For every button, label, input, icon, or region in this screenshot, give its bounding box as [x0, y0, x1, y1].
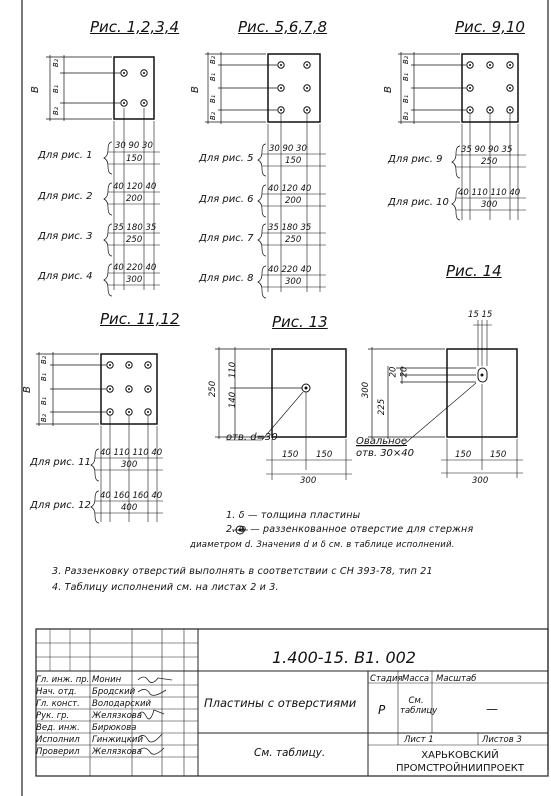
- fig14-dim-225: 225: [377, 398, 388, 416]
- fig14-dim-150-right: 150: [490, 450, 507, 460]
- fig11-12-dim-b1-a: в₁: [39, 372, 50, 382]
- fig14-dim-15-15: 15 15: [468, 310, 493, 320]
- signer-name-5: Бирюкова: [92, 723, 137, 733]
- fig1-row1-parts: 30 90 30: [115, 141, 153, 151]
- fig11-12-dim-b2-bottom: в₂: [39, 413, 50, 423]
- fig9-10-dim-b: В: [382, 86, 394, 93]
- fig5-row4-parts: 40 220 40: [268, 265, 312, 275]
- fig14-dim-20-a: 20: [388, 366, 399, 378]
- scale-header: Масштаб: [436, 674, 477, 684]
- fig9-10-dim-b2-bottom: в₂: [401, 111, 412, 121]
- fig5-row4-total: 300: [285, 277, 302, 287]
- mass-value: См. таблицу: [400, 696, 438, 716]
- fig5-row3-parts: 35 180 35: [268, 223, 312, 233]
- fig1-row3-parts: 35 180 35: [113, 223, 157, 233]
- fig5-row2-parts: 40 120 40: [268, 184, 312, 194]
- fig1-row4-parts: 40 220 40: [113, 263, 157, 273]
- fig9-10-dim-b2-top: в₂: [401, 55, 412, 65]
- fig13-dim-140: 140: [228, 391, 239, 409]
- note-3: 3. Раззенковку отверстий выполнять в соответствии с СН 393-78, тип 21: [52, 566, 433, 577]
- fig5-8-dim-b1-a: в₁: [208, 72, 219, 82]
- fig12-row2-parts: 40 160 160 40: [100, 491, 163, 501]
- signer-name-1: Монин: [92, 675, 122, 685]
- fig14-dim-300: 300: [472, 476, 489, 486]
- fig5-8-dim-b2-top: в₂: [208, 55, 219, 65]
- fig5-8-dim-b2-bottom: в₂: [208, 111, 219, 121]
- signer-name-3: Володарский: [92, 699, 152, 709]
- document-subname: См. таблицу.: [254, 747, 326, 759]
- figure-1-4-drawing: [46, 55, 160, 296]
- signer-role-2: Нач. отд.: [36, 687, 77, 697]
- document-name: Пластины с отверстиями: [204, 696, 357, 710]
- signer-name-7: Желязкова: [92, 747, 143, 757]
- note-2-line2: диаметром d. Значения d и δ см. в таблице исполнений.: [190, 540, 455, 550]
- fig5-row1-parts: 30 90 30: [269, 144, 307, 154]
- fig9-10-dim-b1-b: в₁: [401, 94, 412, 104]
- fig9-row1-total: 250: [481, 157, 498, 167]
- fig5-row3-total: 250: [285, 235, 302, 245]
- fig1-4-dim-b2-top: в₂: [51, 58, 62, 68]
- fig1-row4-label: Для рис. 4: [38, 271, 93, 282]
- fig9-row1-label: Для рис. 9: [388, 154, 443, 165]
- fig10-row2-parts: 40 110 110 40: [458, 188, 521, 198]
- fig13-dim-110: 110: [228, 361, 239, 379]
- fig5-row1-label: Для рис. 5: [199, 153, 254, 164]
- figure-5-8-drawing: [205, 52, 326, 298]
- fig5-row2-total: 200: [285, 196, 302, 206]
- fig14-dim-300-v: 300: [361, 381, 372, 399]
- fig5-row1-total: 150: [285, 156, 302, 166]
- fig5-row4-label: Для рис. 8: [199, 273, 254, 284]
- fig13-hole-label: отв. d=30: [226, 432, 278, 443]
- mass-header: Масса: [402, 674, 430, 684]
- fig14-dim-150-left: 150: [455, 450, 472, 460]
- figure-9-10-title: Рис. 9,10: [455, 18, 525, 36]
- fig11-row1-label: Для рис. 11: [30, 457, 91, 468]
- signer-name-6: Гинжицкий: [92, 735, 143, 745]
- fig9-10-dim-b1-a: в₁: [401, 72, 412, 82]
- fig13-dim-150-right: 150: [316, 450, 333, 460]
- signatures: [134, 672, 184, 758]
- figure-14-title: Рис. 14: [446, 262, 502, 280]
- fig1-row2-parts: 40 120 40: [113, 182, 157, 192]
- fig1-row3-label: Для рис. 3: [38, 231, 93, 242]
- fig14-dim-20-b: 20: [399, 366, 410, 378]
- fig11-12-dim-b1-b: в₁: [39, 396, 50, 406]
- figure-13-title: Рис. 13: [272, 313, 328, 331]
- fig12-row2-total: 400: [121, 503, 138, 513]
- fig10-row2-label: Для рис. 10: [388, 197, 449, 208]
- fig11-row1-parts: 40 110 110 40: [100, 448, 163, 458]
- fig5-8-dim-b1-b: в₁: [208, 94, 219, 104]
- fig1-row1-label: Для рис. 1: [38, 150, 93, 161]
- fig5-row3-label: Для рис. 7: [199, 233, 254, 244]
- signer-role-7: Проверил: [36, 747, 80, 757]
- sheet-count: Листов 3: [482, 735, 522, 745]
- fig9-row1-parts: 35 90 90 35: [461, 145, 513, 155]
- fig1-row1-total: 150: [126, 154, 143, 164]
- fig1-4-dim-b: В: [29, 86, 41, 93]
- fig11-12-dim-b: В: [21, 386, 33, 393]
- fig14-hole-label-2: отв. 30×40: [356, 448, 415, 459]
- signer-role-6: Исполнил: [36, 735, 80, 745]
- fig1-row3-total: 250: [126, 235, 143, 245]
- note-2-line1: 2. ⊕ — раззенкованное отверстие для стержня: [226, 524, 474, 535]
- note-1: 1. δ — толщина пластины: [226, 510, 361, 521]
- signer-role-1: Гл. инж. пр.: [36, 675, 90, 685]
- signer-role-4: Рук. гр.: [36, 711, 70, 721]
- fig5-8-dim-b: В: [189, 86, 201, 93]
- fig10-row2-total: 300: [481, 200, 498, 210]
- fig1-4-dim-b1: в₁: [51, 84, 62, 94]
- fig13-dim-300: 300: [300, 476, 317, 486]
- stage-value: Р: [378, 703, 386, 717]
- figure-1-4-title: Рис. 1,2,3,4: [90, 18, 180, 36]
- scale-value: —: [486, 702, 498, 716]
- sheet-number: Лист 1: [404, 735, 434, 745]
- figure-11-12-title: Рис. 11,12: [100, 310, 180, 328]
- figure-5-8-title: Рис. 5,6,7,8: [238, 18, 328, 36]
- signer-name-2: Бродский: [92, 687, 136, 697]
- signer-role-3: Гл. конст.: [36, 699, 80, 709]
- signer-name-4: Желязкова: [92, 711, 143, 721]
- fig11-12-dim-b2-top: в₂: [39, 355, 50, 365]
- fig1-row4-total: 300: [126, 275, 143, 285]
- fig12-row2-label: Для рис. 12: [30, 500, 91, 511]
- stage-header: Стадия: [370, 674, 403, 684]
- fig13-dim-150-left: 150: [282, 450, 299, 460]
- signer-role-5: Вед. инж.: [36, 723, 80, 733]
- fig1-row2-total: 200: [126, 194, 143, 204]
- fig13-dim-250: 250: [208, 380, 219, 398]
- fig1-4-dim-b2-bottom: в₂: [51, 106, 62, 116]
- fig5-row2-label: Для рис. 6: [199, 194, 254, 205]
- document-code: 1.400-15. В1. 002: [272, 648, 416, 667]
- note-4: 4. Таблицу исполнений см. на листах 2 и 3.: [52, 582, 279, 593]
- fig11-row1-total: 300: [121, 460, 138, 470]
- fig14-hole-label-1: Овальное: [356, 436, 407, 447]
- organization-name: ХАРЬКОВСКИЙ ПРОМСТРОЙНИИПРОЕКТ: [396, 750, 524, 774]
- fig1-row2-label: Для рис. 2: [38, 191, 93, 202]
